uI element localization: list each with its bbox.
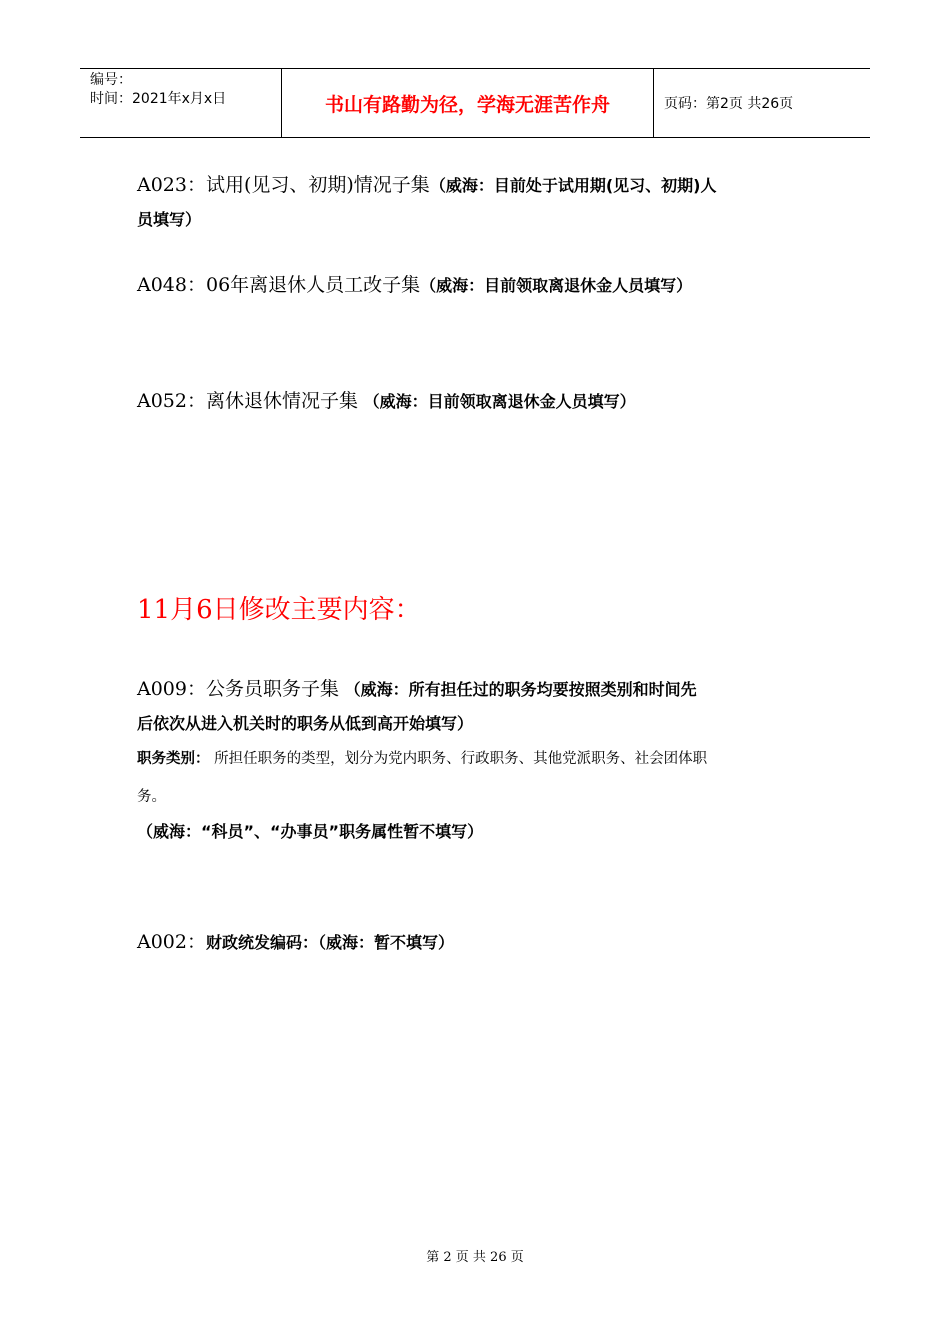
section-heading-text: 11月6日修改主要内容： bbox=[137, 595, 421, 625]
entry-code: A002： bbox=[137, 931, 206, 953]
entry-code: A009：公务员职务子集 bbox=[137, 678, 339, 700]
category-label: 职务类别： bbox=[137, 751, 210, 767]
entry-code: A048：06年离退休人员工改子集 bbox=[137, 274, 421, 296]
section-heading bbox=[137, 590, 827, 630]
entry-note: （威海：目前领取离退休金人员填写） bbox=[420, 276, 693, 295]
entry-note: （威海：所有担任过的职务均要按照类别和时间先 bbox=[339, 680, 697, 699]
header-slogan: 书山有路勤为径，学海无涯苦作舟 bbox=[281, 69, 654, 137]
entry-note: （威海：目前领取离退休金人员填写） bbox=[358, 392, 636, 411]
entry-a052 bbox=[137, 384, 827, 419]
entry-a023 bbox=[137, 168, 827, 237]
time-label: 时间：2021年x月x日 bbox=[90, 91, 227, 107]
entry-note-cont: 员填写） bbox=[137, 210, 202, 229]
number-label: 编号： bbox=[90, 72, 132, 88]
entry-code: A052：离休退休情况子集 bbox=[137, 390, 358, 412]
category-text: 所担任职务的类型，划分为党内职务、行政职务、其他党派职务、社会团体职 bbox=[209, 751, 708, 767]
entry-note: （威海：目前处于试用期(见习、初期)人 bbox=[429, 176, 717, 195]
page-footer: 第 2 页 共 26 页 bbox=[426, 1250, 524, 1265]
category-note: （威海：“科员”、“办事员”职务属性暂不填写） bbox=[137, 822, 484, 841]
header-page-info: 页码：第2页 共26页 bbox=[664, 96, 794, 112]
page-header bbox=[80, 68, 870, 138]
entry-a002 bbox=[137, 925, 827, 960]
entry-a048 bbox=[137, 268, 827, 303]
entry-note-cont: 后依次从进入机关时的职务从低到高开始填写） bbox=[137, 714, 474, 733]
category-text-cont: 务。 bbox=[137, 789, 166, 805]
entry-note: 财政统发编码：（威海：暂不填写） bbox=[206, 933, 455, 952]
entry-a009 bbox=[137, 672, 827, 847]
category-line bbox=[137, 741, 827, 777]
header-meta bbox=[80, 69, 281, 137]
entry-code: A023：试用(见习、初期)情况子集 bbox=[137, 174, 430, 196]
